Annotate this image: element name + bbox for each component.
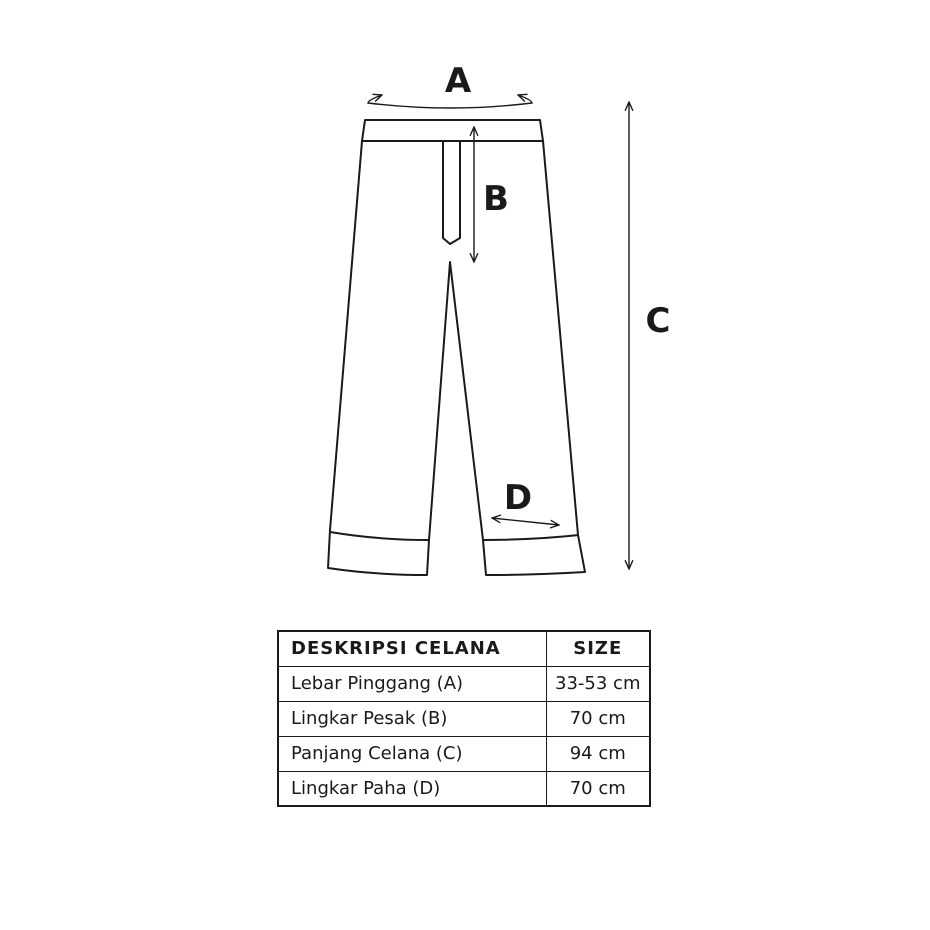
row-description: Lingkar Paha (D): [278, 771, 546, 806]
table-row: [278, 701, 650, 736]
waistband: [362, 120, 543, 141]
row-description: Panjang Celana (C): [278, 736, 546, 771]
size-table: [277, 630, 651, 807]
dimension-c-label: C: [645, 301, 671, 341]
table-row: [278, 666, 650, 701]
right-cuff: [484, 535, 579, 540]
dimension-d-arrow: [492, 518, 559, 525]
pants-body-outline: [328, 141, 585, 575]
dimension-d-label: D: [503, 478, 533, 518]
row-description: Lebar Pinggang (A): [278, 666, 546, 701]
row-size: 70 cm: [546, 701, 650, 736]
dimension-b-label: B: [483, 179, 509, 219]
header-description: DESKRIPSI CELANA: [278, 631, 546, 666]
row-description: Lingkar Pesak (B): [278, 701, 546, 736]
table-header-row: [278, 631, 650, 666]
fly-placket: [443, 141, 460, 244]
dimension-a-label: A: [444, 61, 472, 101]
table-row: [278, 771, 650, 806]
row-size: 94 cm: [546, 736, 650, 771]
row-size: 70 cm: [546, 771, 650, 806]
row-size: 33-53 cm: [546, 666, 650, 701]
left-cuff: [330, 532, 428, 540]
header-size: SIZE: [546, 631, 650, 666]
pants-illustration: [328, 120, 585, 575]
table-row: [278, 736, 650, 771]
